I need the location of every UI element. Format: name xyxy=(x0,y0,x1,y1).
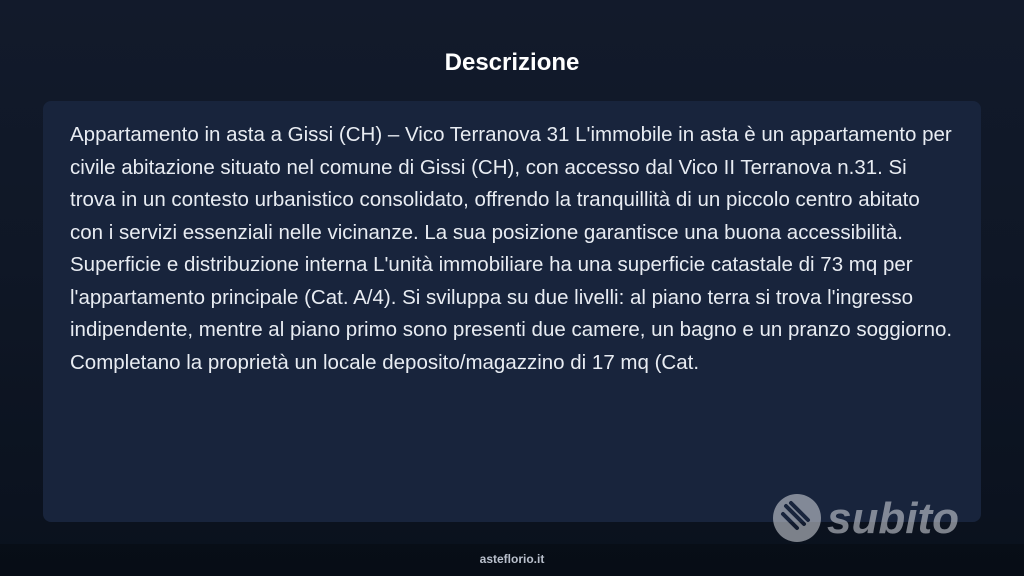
subito-logo-icon xyxy=(773,494,821,542)
footer-bar xyxy=(0,544,1024,576)
description-text: Appartamento in asta a Gissi (CH) – Vico Terranova 31 L'immobile in asta è un appartamento per civile abitazione situato nel comune di Gissi (CH), con accesso dal Vico II Terranova n.31. Si trova in un contesto urbanistico consolidato, offrendo la tranquillità di un piccolo centro abitato con i servizi essenziali nelle vicinanze. La sua posizione garantisce una buona accessibilità. Superficie e distribuzione interna L'unità immobiliare ha una superficie catastale di 73 mq per l'appartamento principale (Cat. A/4). Si sviluppa su due livelli: al piano terra si trova l'ingresso indipendente, mentre al piano primo sono presenti due camere, un bagno e un pranzo soggiorno. Completano la proprietà un locale deposito/magazzino di 17 mq (Cat. xyxy=(70,123,953,374)
page-title: Descrizione xyxy=(444,49,580,76)
subito-watermark xyxy=(771,490,981,546)
description-card xyxy=(43,101,981,522)
subito-watermark-text: subito xyxy=(827,494,959,543)
footer-domain: asteflorio.it xyxy=(479,552,545,566)
